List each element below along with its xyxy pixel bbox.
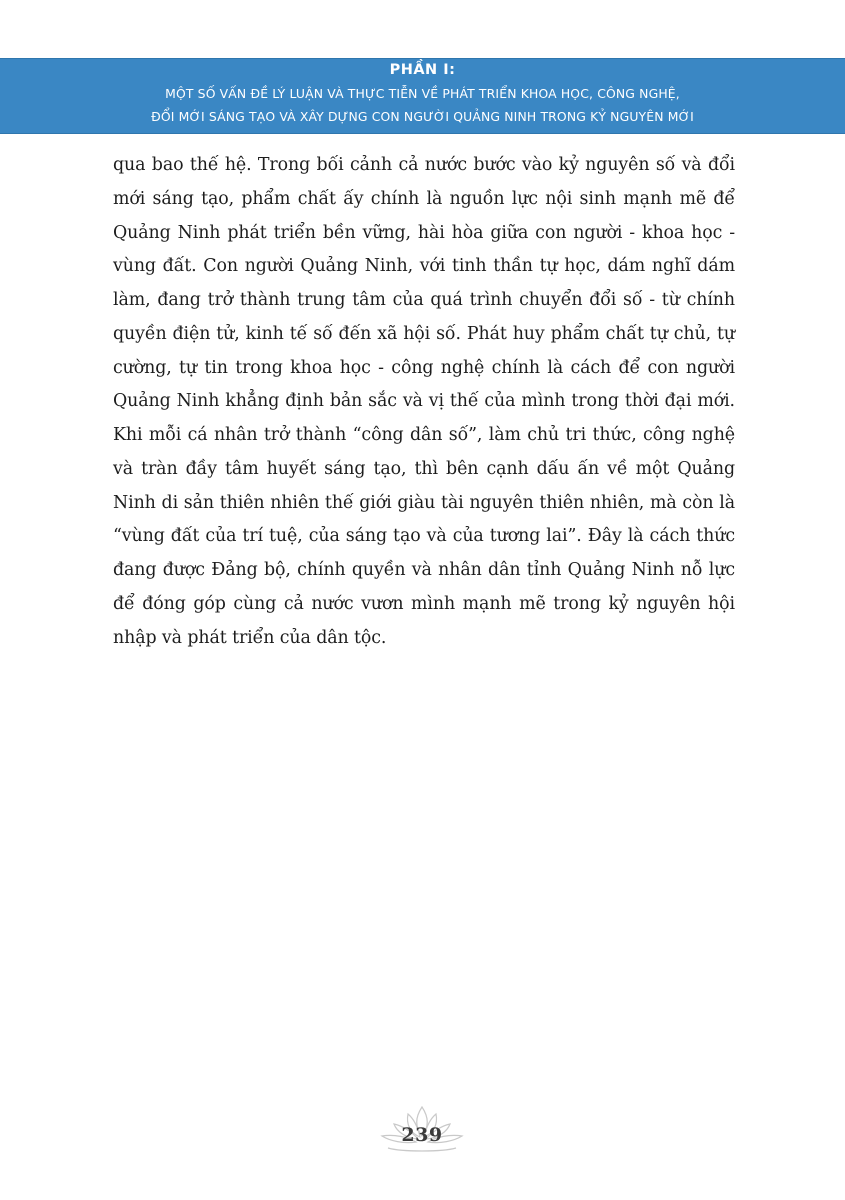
section-subtitle-line-2: ĐỔI MỚI SÁNG TẠO VÀ XÂY DỰNG CON NGƯỜI QUẢNG NINH TRONG KỶ NGUYÊN MỚI (151, 109, 694, 124)
section-header-band (0, 58, 845, 134)
section-subtitle-line-1: MỘT SỐ VẤN ĐỀ LÝ LUẬN VÀ THỰC TIỄN VỀ PHÁT TRIỂN KHOA HỌC, CÔNG NGHỆ, (165, 86, 680, 101)
page-number: 239 (401, 1124, 443, 1146)
body-paragraph: qua bao thế hệ. Trong bối cảnh cả nước bước vào kỷ nguyên số và đổi mới sáng tạo, phẩm chất ấy chính là nguồn lực nội sinh mạnh mẽ để Quảng Ninh phát triển bền vững, hài hòa giữa con người - khoa học - vùng đất. Con người Quảng Ninh, với tinh thần tự học, dám nghĩ dám làm, đang trở thành trung tâm của quá trình chuyển đổi số - từ chính quyền điện tử, kinh tế số đến xã hội số. Phát huy phẩm chất tự chủ, tự cường, tự tin trong khoa học - công nghệ chính là cách để con người Quảng Ninh khẳng định bản sắc và vị thế của mình trong thời đại mới. Khi mỗi cá nhân trở thành “công dân số”, làm chủ tri thức, công nghệ và tràn đầy tâm huyết sáng tạo, thì bên cạnh dấu ấn về một Quảng Ninh di sản thiên nhiên thế giới giàu tài nguyên thiên nhiên, mà còn là “vùng đất của trí tuệ, của sáng tạo và của tương lai”. Đây là cách thức đang được Đảng bộ, chính quyền và nhân dân tỉnh Quảng Ninh nỗ lực để đóng góp cùng cả nước vươn mình mạnh mẽ trong kỷ nguyên hội nhập và phát triển của dân tộc. (113, 155, 735, 648)
page-footer (372, 1104, 472, 1156)
part-title: PHẦN I: (389, 62, 456, 78)
